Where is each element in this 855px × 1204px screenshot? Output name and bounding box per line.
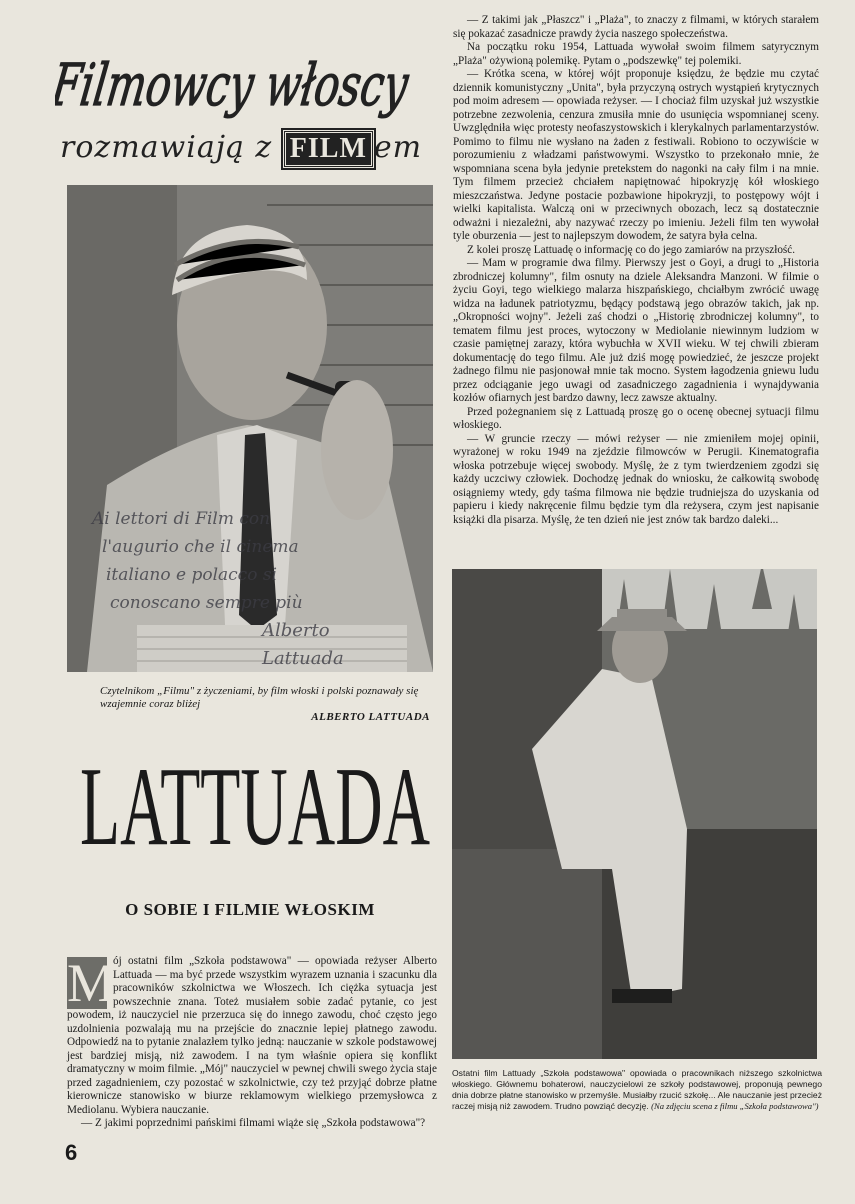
body-paragraph: — Z jakimi poprzednimi pańskimi filmami wiąże się „Szkoła podstawowa"? [81,1117,426,1129]
drop-cap: M [67,953,116,1013]
headline-text: LATTUADA [80,745,431,860]
portrait-photo [67,185,433,672]
masthead-title: Filmowcy włoscy [55,51,430,119]
portrait-caption-signature: ALBERTO LATTUADA [311,711,430,723]
portrait-caption-text: Czytelnikom „Filmu" z życzeniami, by film włoski i polski poznawały się wzajemnie coraz bliżej [100,685,419,710]
scene-photo-caption [452,1068,822,1112]
handwritten-signature: Alberto Lattuada [262,620,344,669]
masthead-subtitle-suffix: em [373,130,423,165]
body-paragraph: — Z takimi jak „Płaszcz" i „Plaża", to znaczy z filmami, w których starałem się pokazać zasadnicze prawdy życia naszego społeczeństwa. [453,14,819,40]
film-logo-box: FILM [283,130,374,168]
body-paragraph: Przed pożegnaniem się z Lattuadą proszę go o ocenę obecnej sytuacji filmu włoskiego. [453,405,819,431]
body-paragraph: — Mam w programie dwa filmy. Pierwszy jest o Goyi, a drugi to „Historia zbrodniczej kolumny", film osnuty na dziele Aleksandra Manzoni. W filmie o życiu Goyi, tego wielkiego malarza hiszpańskiego, chciałbym zwrócić uwagę widza na ładunek patriotyzmu, będący podstawą jego obrazów takich, jak np. „Okropności wojny". Jeżeli zaś chodzi o „Historię zbrodniczej kolumny", to tematem filmu jest proces, wytoczony w Mediolanie niewinnym ludziom w czasie pamiętnej zarazy, która wybuchła w XVII wieku. W tej chwili zbieram dokumentację do tego filmu. Ale już dziś mogę powiedzieć, że jeszcze projekt żadnego filmu nie pasjonował mnie tak mocno. System łagodzenia gniewu ludu przez odciąganie jego uwagi od zasadniczego zagadnienia i wynajdywania kozłów ofiarnych jest bardzo dawny, lecz zawsze aktualny. [453,257,819,404]
autograph-handwriting [92,505,392,672]
film-scene-photo [452,569,817,1059]
body-paragraph: Na początku roku 1954, Lattuada wywołał swoim filmem satyrycznym „Plaża" ożywioną polemikę. Pytam o „podszewkę" tej polemiki. [453,41,819,67]
masthead-subtitle-prefix: rozmawiają z [60,130,283,165]
left-column [67,955,437,1131]
body-paragraph: — W gruncie rzeczy — mówi reżyser — nie zmieniłem mojej opinii, wyrażonej w roku 1949 na zjeździe filmowców w Perugii. Kinematografia włoska potrzebuje więcej swobody. Myślę, że z tym twierdzeniem zgodzi się każdy uczciwy człowiek. Dochodzę jednak do wniosku, że całkowitą swobodę osiągniemy wtedy, gdy taśma filmowa nie będzie trudniejsza do uzyskania od papieru i kiedy nakręcenie filmu będzie tym dla reżysera, czym jest napisanie książki dla pisarza. Myślę, że ten dzień nie jest znów tak bardzo daleki... [453,432,819,526]
body-paragraph: Z kolei proszę Lattuadę o informację co do jego zamiarów na przyszłość. [467,243,796,256]
handwriting-line: Ai lettori di Film con [92,509,271,529]
portrait-caption [100,685,430,724]
page-number: 6 [65,1140,78,1165]
body-paragraph: ój ostatni film „Szkoła podstawowa" — opowiada reżyser Alberto Lattuada — ma być przede wszystkim wyrazem uznania i szacunku dla pracowników szkolnictwa we Włoszech. Ich ciężka sytuacja jest powszechnie znana. Toteż musiałem sobie zadać pytanie, co jest powodem, iż nauczyciel nie przerzuca się do innego zawodu, choć często jego uzdolnienia pozwalają mu na przejście do znacznie lepiej płatnego zawodu. Odpowiedź na to pytanie znalazłem tylko jedną: nauczanie w szkole podstawowej jest bardziej misją, niż zawodem. I na tym właśnie opiera się konflikt dramatyczny w moim filmie. „Mój" nauczyciel w pewnej chwili swego życia staje przed zagadnieniem, czy pozostać w szkolnictwie, czy też przyjąć dobrze płatne kierownicze stanowisko w biurze reklamowym wielkiego przemysłowca z Mediolanu. Wybiera nauczanie. [67,955,437,1116]
handwriting-line: l'augurio che il cinema [102,537,299,557]
handwriting-line: conoscano sempre più [110,593,303,613]
article-headline [70,740,440,860]
right-column [453,14,819,527]
masthead-subtitle [60,130,430,180]
scene-caption-text: Ostatni film Lattuady „Szkoła podstawowa" opowiada o pracownikach niższego szkolnictwa włoskiego. Głównemu bohaterowi, nauczycielowi ze szkoły podstawowej, proponują pewnego dnia dobrze płatne stanowisko w przemyśle. Musiałby rzucić szkołę... Ale nauczanie jest przecież raczej misją niż zawodem. Trudno powziąć decyzję. [452,1068,822,1111]
masthead-logo [55,10,430,130]
article-subtitle: O SOBIE I FILMIE WŁOSKIM [125,900,375,919]
body-paragraph: — Krótka scena, w której wójt proponuje księdzu, że będzie mu czytać dziennik komunistyczny „Unita", była przyczyną ostrych wystąpień krytycznych pod moim adresem — opowiada reżyser. — I chociaż film uzyskał już wszystkie potrzebne zezwolenia, cenzura zmusiła mnie do usunięcia wspomnianej sceny. Uwzględniła więc protesty neofaszystowskich i klerykalnych parlamentarzystów. Pomimo to filmu nie wysłano na żaden z festiwali. Robiono to oczywiście w porozumieniu z władzami państwowymi. Wszystko to przekonało mnie, że wspomniana scena była jedynie pretekstem do nagonki na cały film i na mnie. Tym filmem przecież chciałem napiętnować hipokryzję kół włoskiego mieszczaństwa. Jedyne postacie pozbawione hipokryzji, to postępowy wójt i wielki kapitalista. Walczą oni w przeciwnych obozach, lecz są dostatecznie odważni i niezależni, aby nazywać rzeczy po imieniu. Jeżeli film ten wywołał tyle oburzenia — jest to najlepszym dowodem, że satyra była celna. [453,68,819,242]
scene-caption-italic: (Na zdjęciu scena z filmu „Szkoła podstawowa") [651,1101,819,1111]
handwriting-line: italiano e polacco si [106,565,277,585]
